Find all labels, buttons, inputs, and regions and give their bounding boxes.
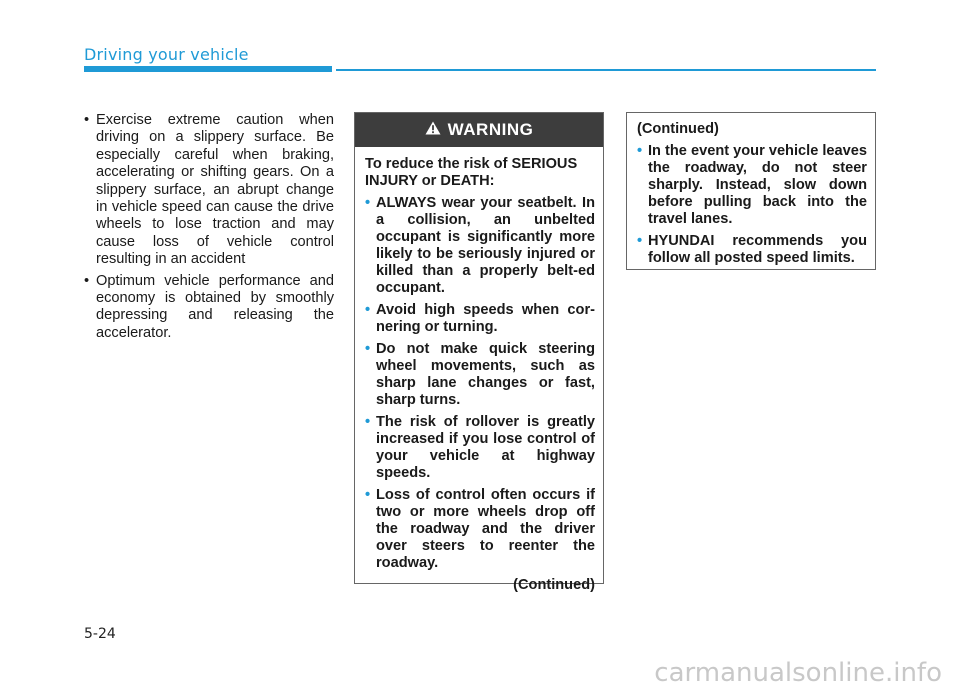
warning-title: WARNING [447, 120, 534, 139]
continued-list-item-text: HYUNDAI recommends you follow all posted speed limits. [648, 233, 867, 266]
bullet-dot: • [365, 487, 371, 503]
warning-list-item-text: ALWAYS wear your seatbelt. In a collision, an unbelted occupant is significantly more likely to be seriously injured or killed than a properly belt-ed occupant. [376, 195, 595, 296]
continued-label: (Continued) [513, 577, 595, 593]
warning-list-item-text: The risk of rollover is greatly increased if you lose control of your vehicle at highway speeds. [376, 414, 595, 481]
warning-list-item [365, 195, 595, 297]
warning-triangle-icon [425, 120, 441, 140]
left-column [84, 112, 334, 346]
warning-list-item-text: Do not make quick steering wheel movements, such as sharp lane changes or fast, sharp turns. [376, 341, 595, 408]
continued-box [626, 112, 876, 270]
list-item [84, 112, 334, 269]
list-item-text: Exercise extreme caution when driving on a slippery surface. Be especially careful when braking, accelerating or shifting gears. On a slippery surface, an abrupt change in vehicle speed can cause the drive wheels to lose traction and may cause loss of vehicle control resulting in an accident [96, 112, 334, 268]
warning-header [355, 113, 603, 147]
warning-list-item [365, 302, 595, 336]
continued-list-item [637, 143, 867, 228]
list-item-text: Optimum vehicle performance and economy is obtained by smoothly depressing and releasing the accelerator. [96, 272, 334, 341]
warning-box [354, 112, 604, 593]
page-number: 5-24 [84, 626, 116, 642]
warning-list-item-text: Loss of control often occurs if two or more wheels drop off the roadway and the driver over steers to reenter the roadway. [376, 487, 595, 571]
warning-list-item [365, 414, 595, 482]
continued-list-item-text: In the event your vehicle leaves the roadway, do not steer sharply. Instead, slow down before pulling back into the travel lanes. [648, 143, 868, 227]
warning-intro: To reduce the risk of SERIOUS INJURY or DEATH: [365, 156, 578, 189]
bullet-dot: • [637, 233, 643, 249]
bullet-dot: • [365, 195, 371, 211]
bullet-dot: • [637, 143, 643, 159]
header-rule-thick [84, 66, 332, 72]
warning-list-item [365, 341, 595, 409]
continued-list-item [637, 233, 867, 267]
bullet-dot: • [365, 341, 371, 357]
continued-heading: (Continued) [637, 121, 719, 137]
bullet-dot: • [365, 414, 371, 430]
warning-list-item-text: Avoid high speeds when cor-nering or turning. [376, 302, 595, 335]
list-item [84, 273, 334, 343]
bullet-dot: • [84, 112, 90, 128]
bullet-dot: • [84, 272, 90, 289]
bullet-dot: • [365, 302, 371, 318]
warning-list-item [365, 487, 595, 572]
section-title: Driving your vehicle [84, 45, 249, 64]
header-rule-thin [336, 69, 876, 71]
watermark: carmanualsonline.info [654, 658, 942, 688]
